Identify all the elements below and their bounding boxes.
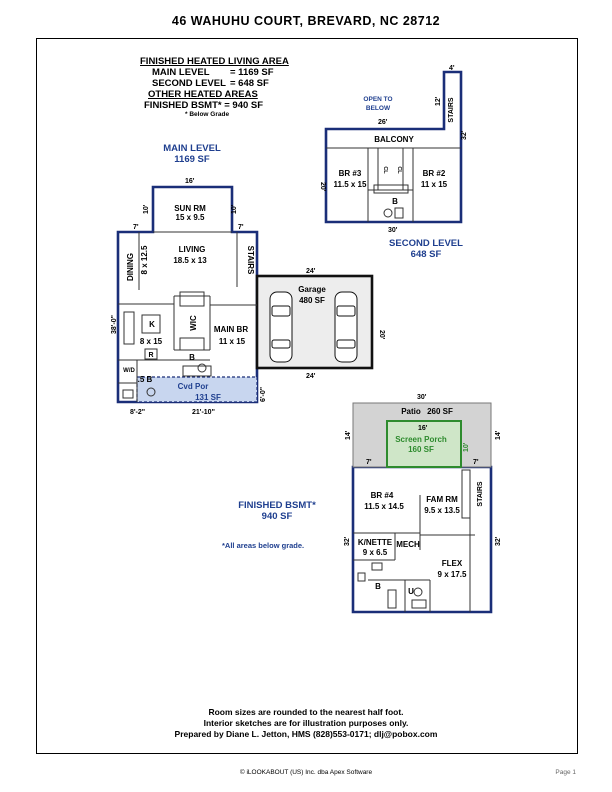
room-screen-porch: Screen Porch bbox=[395, 435, 447, 444]
dim-bottom-left: 8'-2" bbox=[130, 409, 146, 416]
dim-second-left20: 20' bbox=[319, 182, 326, 192]
page-number: Page 1 bbox=[555, 769, 576, 776]
room-main-stairs: STAIRS bbox=[246, 245, 255, 275]
room-living-size: 18.5 x 13 bbox=[173, 256, 207, 265]
dim-bsmt-left32: 32' bbox=[344, 536, 351, 546]
closet-right: CL bbox=[396, 166, 402, 174]
second-level-area: 648 SF bbox=[410, 249, 442, 260]
second-level-label: SECOND LEVEL bbox=[152, 78, 226, 89]
room-dining: DINING bbox=[126, 253, 135, 281]
footer-line-1: Room sizes are rounded to the nearest half foot. bbox=[208, 707, 404, 717]
dim-second-right32: 32' bbox=[461, 130, 468, 140]
room-wd: W/D bbox=[123, 368, 135, 374]
room-cvd-por: Cvd Por bbox=[177, 382, 209, 391]
dim-garage-top: 24' bbox=[306, 268, 316, 275]
room-kitchen-r: R bbox=[148, 352, 154, 359]
room-half-bath: .5 B bbox=[137, 375, 153, 384]
room-sun-rm: SUN RM bbox=[174, 204, 206, 213]
dim-bsmt-top30: 30' bbox=[417, 394, 427, 401]
room-sun-rm-size: 15 x 9.5 bbox=[175, 213, 205, 222]
dim-main-left-sun: 10' bbox=[143, 204, 150, 214]
second-level-value: = 648 SF bbox=[230, 78, 269, 89]
closet-left: CL bbox=[382, 166, 388, 174]
main-level-value: = 1169 SF bbox=[230, 67, 274, 78]
room-knette-size: 9 x 6.5 bbox=[362, 548, 388, 557]
room-wic: WIC bbox=[189, 315, 198, 331]
below-label: BELOW bbox=[365, 105, 391, 112]
bsmt-below-grade-note: *All areas below grade. bbox=[222, 541, 305, 550]
room-garage: Garage bbox=[298, 285, 326, 294]
room-balcony: BALCONY bbox=[374, 135, 414, 144]
room-second-stairs: STAIRS bbox=[448, 97, 455, 123]
dim-bsmt-right32: 32' bbox=[495, 536, 502, 546]
copyright: © iLOOKABOUT (US) Inc. dba Apex Software bbox=[239, 769, 373, 776]
room-cvd-por-area: 131 SF bbox=[195, 393, 221, 402]
dim-bsmt-seven-left: 7' bbox=[366, 459, 372, 466]
room-kitchen-size: 8 x 15 bbox=[139, 337, 163, 346]
dim-bottom-right: 21'-10" bbox=[192, 409, 215, 416]
room-living: LIVING bbox=[178, 245, 206, 254]
room-br3-size: 11.5 x 15 bbox=[333, 180, 367, 189]
room-br4-size: 11.5 x 14.5 bbox=[364, 502, 404, 511]
dim-main-height: 38'-0" bbox=[111, 315, 118, 334]
room-bsmt-stairs: STAIRS bbox=[477, 481, 484, 507]
dim-porch-height: 6'-0" bbox=[260, 386, 267, 402]
room-main-br-size: 11 x 15 bbox=[218, 337, 246, 346]
bsmt-line: FINISHED BSMT* = 940 SF bbox=[144, 100, 264, 111]
dim-bsmt-left14: 14' bbox=[345, 430, 352, 440]
room-knette: K/NETTE bbox=[357, 538, 393, 547]
room-br4: BR #4 bbox=[370, 491, 394, 500]
bsmt-level-name: FINISHED BSMT* bbox=[238, 500, 316, 511]
room-second-bath: B bbox=[392, 197, 398, 206]
room-screen-area: 160 SF bbox=[408, 445, 434, 454]
dim-second-bottom30: 30' bbox=[388, 227, 398, 234]
open-to-label: OPEN TO bbox=[363, 96, 393, 103]
room-br2: BR #2 bbox=[422, 169, 446, 178]
room-utility: U bbox=[408, 587, 414, 596]
dim-bsmt-right14: 14' bbox=[495, 430, 502, 440]
dim-bsmt-seven-right: 7' bbox=[473, 459, 479, 466]
main-level-name: MAIN LEVEL bbox=[163, 143, 221, 154]
bsmt-note: * Below Grade bbox=[185, 111, 230, 118]
dim-main-right-sun: 10' bbox=[231, 204, 238, 214]
other-heading: OTHER HEATED AREAS bbox=[148, 89, 258, 100]
dim-main-left-seven: 7' bbox=[133, 224, 139, 231]
room-main-br: MAIN BR bbox=[213, 325, 249, 334]
room-main-bath: B bbox=[189, 353, 195, 362]
room-fam-rm: FAM RM bbox=[426, 495, 458, 504]
room-bsmt-bath: B bbox=[375, 582, 381, 591]
room-patio-area: 260 SF bbox=[427, 407, 453, 416]
dim-bsmt-ten: 10' bbox=[463, 442, 470, 452]
room-br3: BR #3 bbox=[338, 169, 362, 178]
dim-main-top: 16' bbox=[185, 178, 195, 185]
dim-main-right-seven: 7' bbox=[238, 224, 244, 231]
room-mech: MECH bbox=[396, 540, 420, 549]
main-level-area: 1169 SF bbox=[174, 154, 210, 165]
room-patio: Patio bbox=[401, 407, 421, 416]
dim-second-twentysix: 26' bbox=[378, 119, 388, 126]
room-fam-size: 9.5 x 13.5 bbox=[424, 506, 460, 515]
room-dining-size: 8 x 12.5 bbox=[140, 245, 149, 275]
dim-second-twelve: 12' bbox=[435, 96, 442, 106]
room-br2-size: 11 x 15 bbox=[420, 180, 448, 189]
second-level-name: SECOND LEVEL bbox=[389, 238, 463, 249]
page-title: 46 WAHUHU COURT, BREVARD, NC 28712 bbox=[171, 14, 441, 28]
bsmt-level-area: 940 SF bbox=[261, 511, 293, 522]
main-level-label: MAIN LEVEL bbox=[152, 67, 210, 78]
dim-second-top4: 4' bbox=[449, 65, 455, 72]
finished-heading: FINISHED HEATED LIVING AREA bbox=[140, 56, 289, 67]
room-garage-area: 480 SF bbox=[299, 296, 325, 305]
room-flex-size: 9 x 17.5 bbox=[437, 570, 467, 579]
room-kitchen-k: K bbox=[149, 320, 155, 329]
dim-garage-side: 20' bbox=[378, 330, 385, 340]
footer-line-3: Prepared by Diane L. Jetton, HMS (828)553-0171; dlj@pobox.com bbox=[174, 729, 438, 739]
footer-line-2: Interior sketches are for illustration purposes only. bbox=[203, 718, 409, 728]
room-flex: FLEX bbox=[441, 559, 463, 568]
dim-garage-bottom: 24' bbox=[306, 373, 316, 380]
dim-bsmt-sixteen: 16' bbox=[418, 425, 428, 432]
